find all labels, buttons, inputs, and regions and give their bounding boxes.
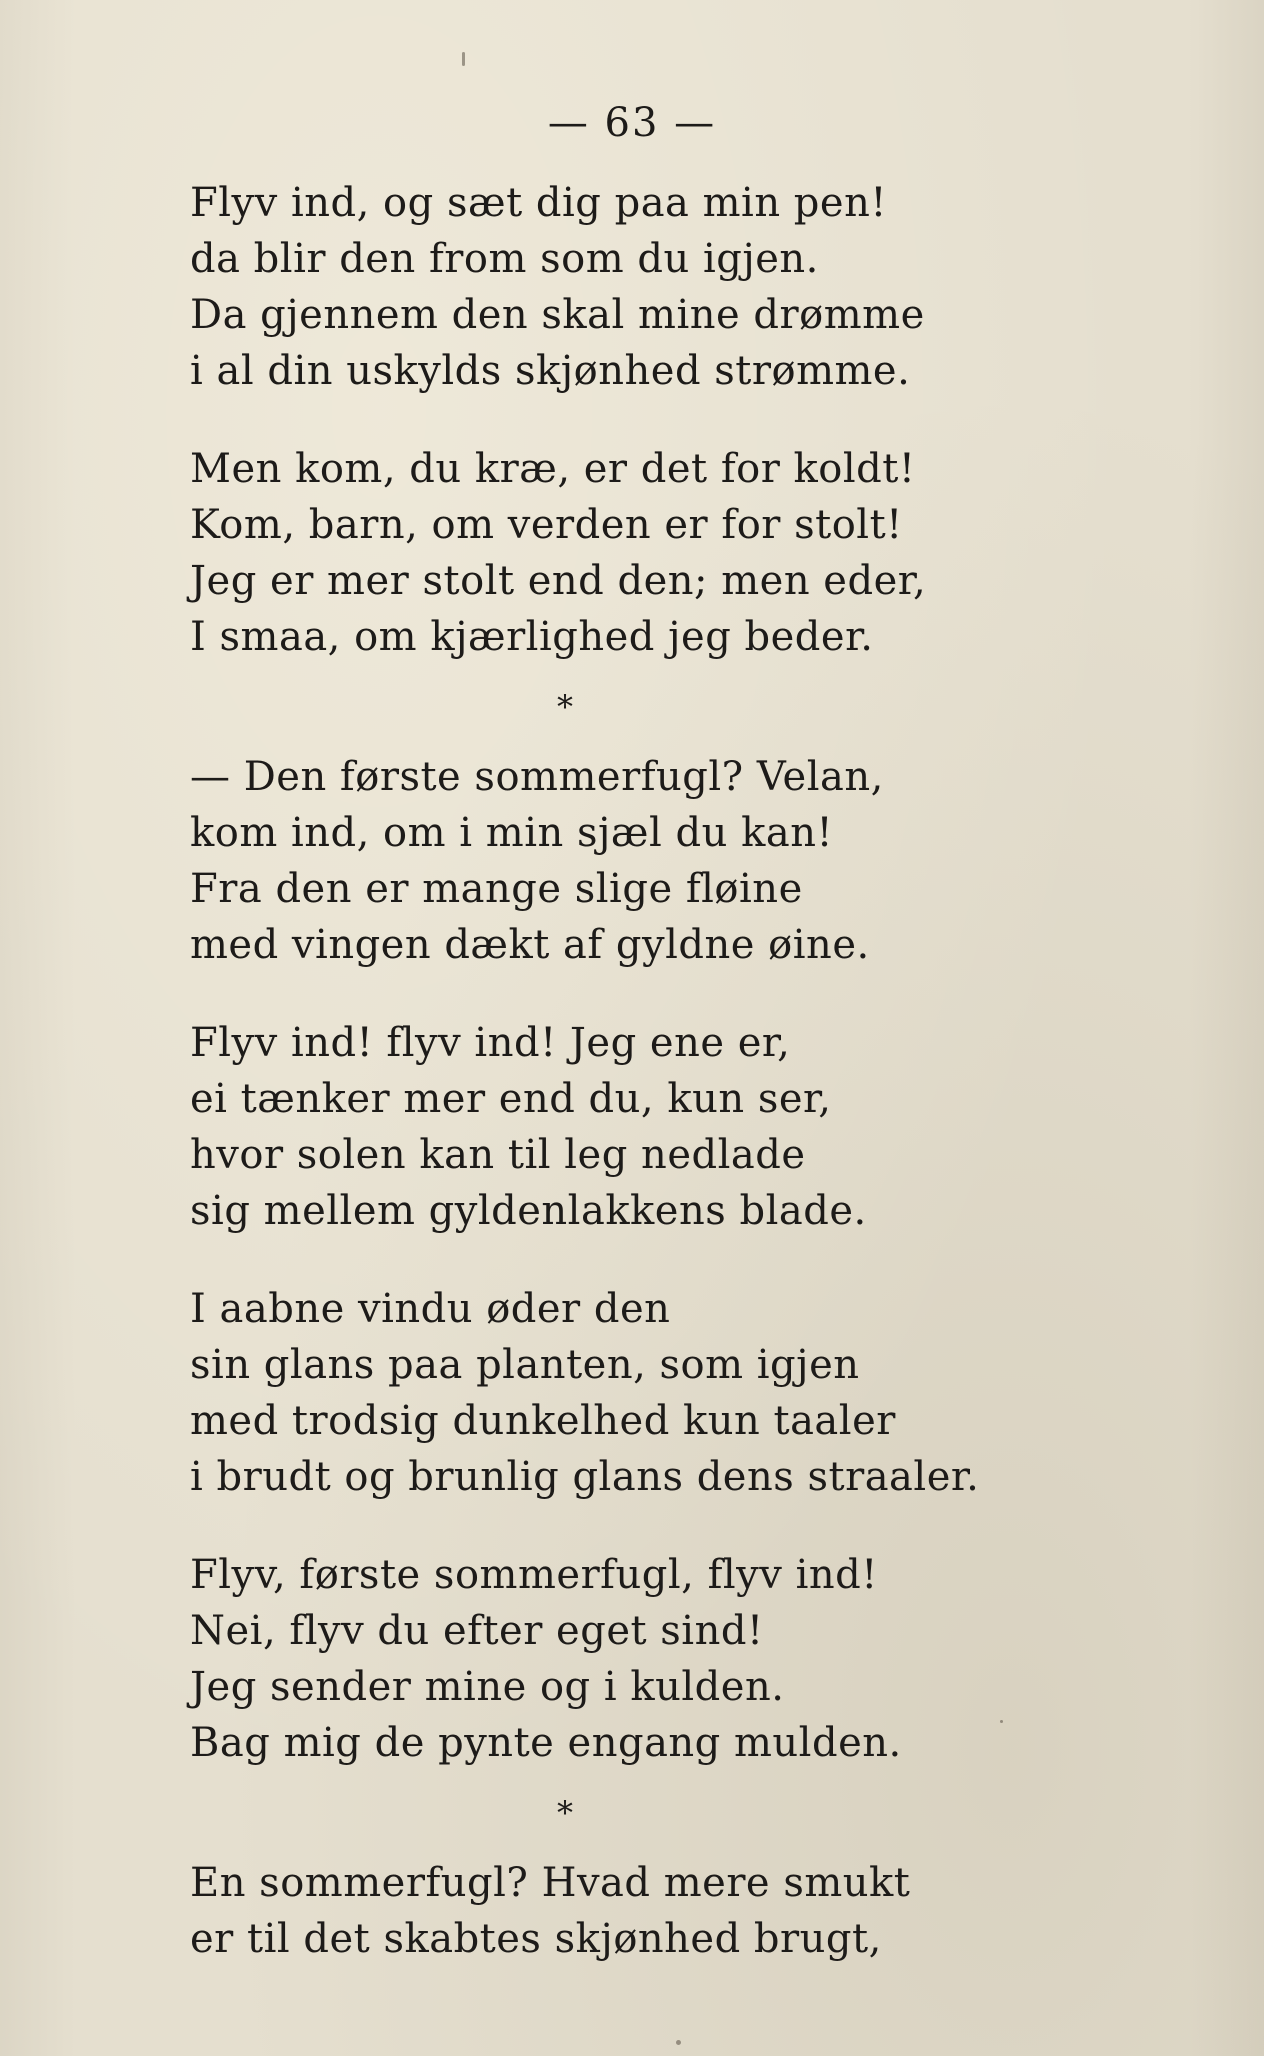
poem-line: ei tænker mer end du, kun ser, <box>190 1076 832 1122</box>
poem-line: Jeg er mer stolt end den; men eder, <box>190 558 927 604</box>
poem-line: Men kom, du kræ, er det for koldt! <box>190 446 916 492</box>
poem-line: kom ind, om i min sjæl du kan! <box>190 810 834 856</box>
stanza <box>190 749 1050 973</box>
poem-line: Flyv ind! flyv ind! Jeg ene er, <box>190 1020 791 1066</box>
poem-line: med trodsig dunkelhed kun taaler <box>190 1398 896 1444</box>
poem-line: sin glans paa planten, som igjen <box>190 1342 860 1388</box>
poem-line: Da gjennem den skal mine drømme <box>190 292 925 338</box>
page-number: — 63 — <box>547 100 717 146</box>
paper-speck <box>462 52 465 66</box>
poem-line: i al din uskylds skjønhed strømme. <box>190 348 911 394</box>
poem-line: Bag mig de pynte engang mulden. <box>190 1720 902 1766</box>
stanza <box>190 175 1050 399</box>
poem-line: Flyv, første sommerfugl, flyv ind! <box>190 1552 878 1598</box>
poem-line: Flyv ind, og sæt dig paa min pen! <box>190 180 887 226</box>
poem-line: med vingen dækt af gyldne øine. <box>190 922 870 968</box>
poem-line: En sommerfugl? Hvad mere smukt <box>190 1860 911 1906</box>
poem-body <box>190 175 1050 1967</box>
stanza <box>190 1015 1050 1239</box>
poem-line: i brudt og brunlig glans dens straaler. <box>190 1454 980 1500</box>
poem-line: Jeg sender mine og i kulden. <box>190 1664 785 1710</box>
poem-line: I aabne vindu øder den <box>190 1286 671 1332</box>
poem-line: — Den første sommerfugl? Velan, <box>190 754 884 800</box>
stanza <box>190 441 1050 665</box>
asterisk-separator: * <box>557 688 573 726</box>
paper-speck <box>1000 1720 1003 1723</box>
poem-line: Fra den er mange slige fløine <box>190 866 803 912</box>
poem-line: sig mellem gyldenlakkens blade. <box>190 1188 867 1234</box>
poem-line: hvor solen kan til leg nedlade <box>190 1132 806 1178</box>
stanza <box>190 1281 1050 1505</box>
stanza <box>190 1547 1050 1771</box>
poem-line: Nei, flyv du efter eget sind! <box>190 1608 764 1654</box>
poem-line: Kom, barn, om verden er for stolt! <box>190 502 903 548</box>
paper-speck <box>676 2040 681 2045</box>
poem-line: da blir den from som du igjen. <box>190 236 819 282</box>
poem-line: er til det skabtes skjønhed brugt, <box>190 1916 882 1962</box>
asterisk-separator: * <box>557 1794 573 1832</box>
stanza <box>190 1855 1050 1967</box>
poem-line: I smaa, om kjærlighed jeg beder. <box>190 614 874 660</box>
